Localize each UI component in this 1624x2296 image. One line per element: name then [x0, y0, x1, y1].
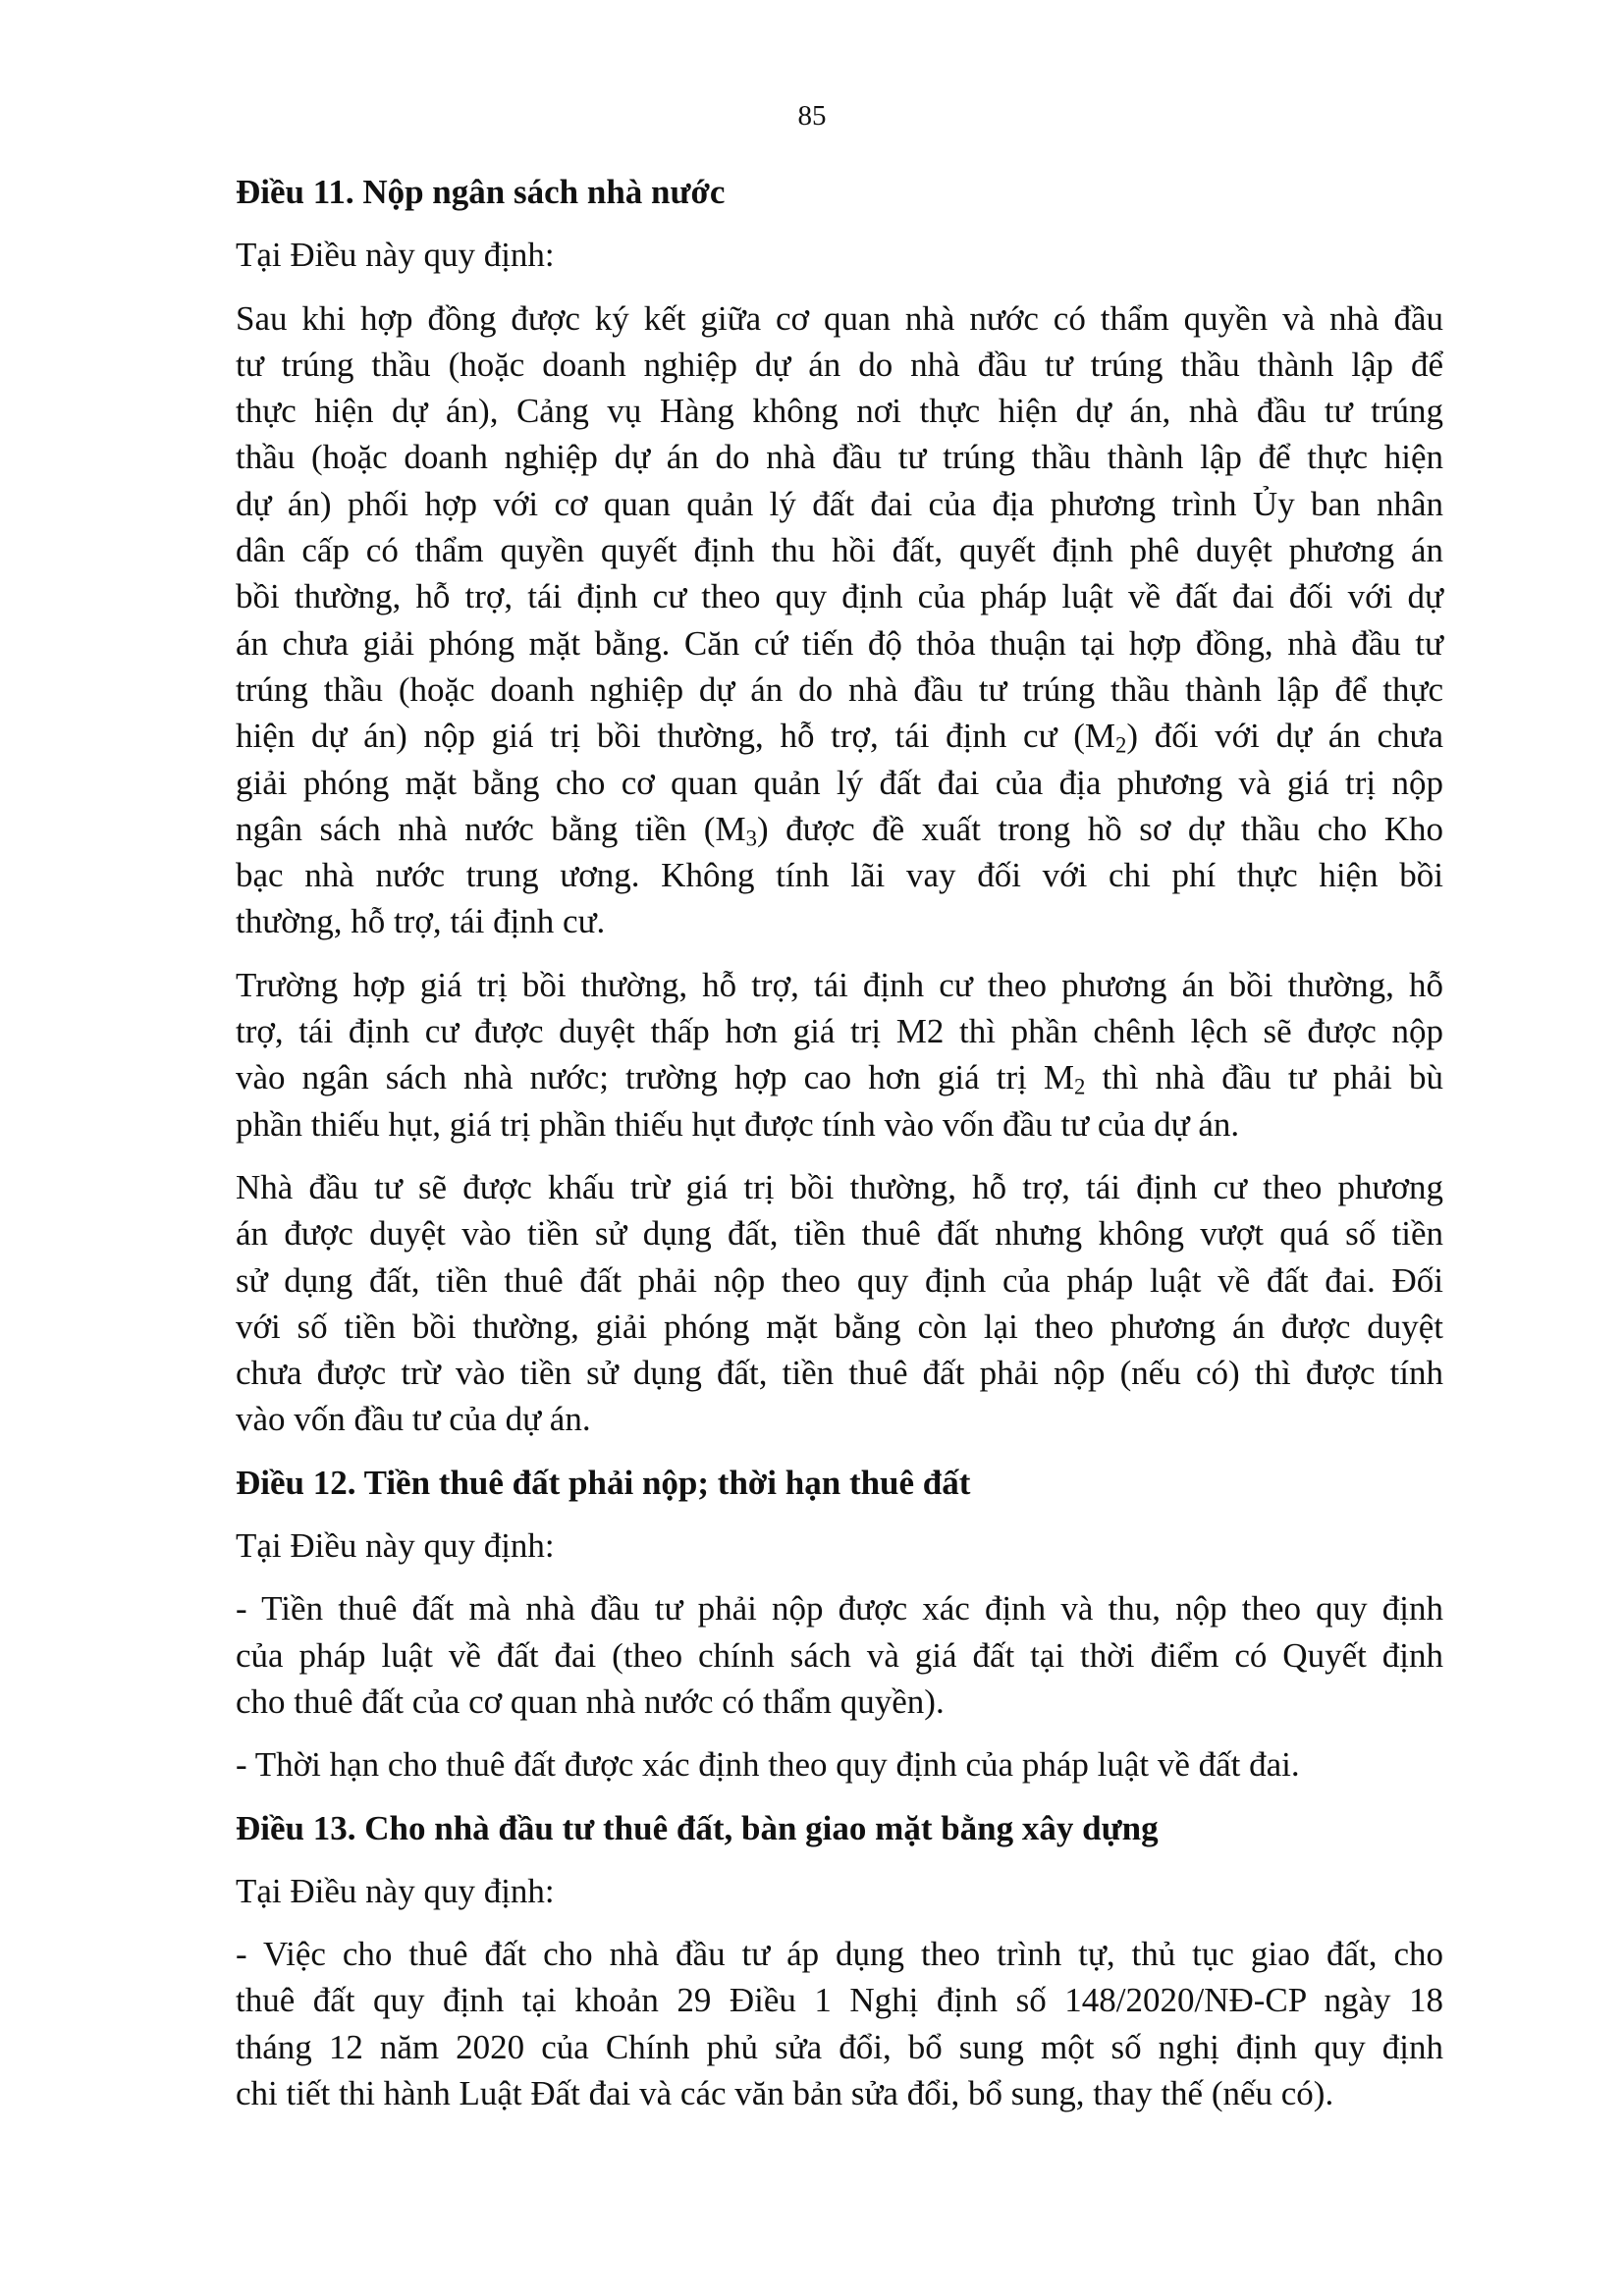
article-12-heading: Điều 12. Tiền thuê đất phải nộp; thời hạn thuê đất: [236, 1463, 971, 1502]
article-13-heading: Điều 13. Cho nhà đầu tư thuê đất, bàn giao mặt bằng xây dựng: [236, 1808, 1159, 1847]
text-segment: hiện dự án) nộp giá trị bồi thường, hỗ trợ, tái định cư (M: [236, 717, 1116, 756]
article-13-paragraph-1: [236, 1931, 1443, 2116]
text-line: án được duyệt vào tiền sử dụng đất, tiền thuê đất nhưng không vượt quá số tiền: [236, 1214, 1443, 1254]
text-line: Nhà đầu tư sẽ được khấu trừ giá trị bồi thường, hỗ trợ, tái định cư theo phương: [236, 1167, 1443, 1206]
page-number: 85: [797, 100, 827, 132]
text-segment: ) đối với dự án chưa: [1126, 717, 1443, 756]
text-line: chưa được trừ vào tiền sử dụng đất, tiền thuê đất phải nộp (nếu có) thì được tính: [236, 1354, 1443, 1393]
article-11-heading: Điều 11. Nộp ngân sách nhà nước: [236, 173, 726, 211]
text-line: thuê đất quy định tại khoản 29 Điều 1 Nghị định số 148/2020/NĐ-CP ngày 18: [236, 1981, 1443, 2020]
text-line: - Tiền thuê đất mà nhà đầu tư phải nộp được xác định và thu, nộp theo quy định: [236, 1589, 1443, 1629]
article-11-intro: Tại Điều này quy định:: [236, 236, 555, 275]
article-12-paragraph-2: [236, 1741, 1443, 1788]
text-line: cho thuê đất của cơ quan nhà nước có thẩm quyền).: [236, 1682, 945, 1721]
text-line: tư trúng thầu (hoặc doanh nghiệp dự án do nhà đầu tư trúng thầu thành lập để: [236, 345, 1443, 384]
subscript: 3: [745, 826, 757, 851]
text-line: Trường hợp giá trị bồi thường, hỗ trợ, tái định cư theo phương án bồi thường, hỗ: [236, 965, 1443, 1004]
text-line: thực hiện dự án), Cảng vụ Hàng không nơi thực hiện dự án, nhà đầu tư trúng: [236, 392, 1443, 431]
document-body: [236, 169, 1443, 2133]
text-line: - Việc cho thuê đất cho nhà đầu tư áp dụng theo trình tự, thủ tục giao đất, cho: [236, 1935, 1443, 1974]
article-11-paragraph-1: [236, 295, 1443, 945]
text-line: [236, 806, 1443, 852]
text-line: giải phóng mặt bằng cho cơ quan quản lý đất đai của địa phương và giá trị nộp: [236, 763, 1443, 802]
text-line: Sau khi hợp đồng được ký kết giữa cơ quan nhà nước có thẩm quyền và nhà đầu: [236, 298, 1443, 338]
text-segment: ngân sách nhà nước bằng tiền (M: [236, 809, 746, 848]
text-line: án chưa giải phóng mặt bằng. Căn cứ tiến độ thỏa thuận tại hợp đồng, nhà đầu tư: [236, 623, 1443, 663]
text-line: của pháp luật về đất đai (theo chính sách và giá đất tại thời điểm có Quyết định: [236, 1635, 1443, 1675]
article-11-paragraph-2: [236, 962, 1443, 1148]
subscript: 2: [1115, 732, 1127, 758]
text-segment: ) được đề xuất trong hồ sơ dự thầu cho Kho: [756, 809, 1443, 848]
subscript: 2: [1074, 1075, 1086, 1100]
article-12-paragraph-1: [236, 1585, 1443, 1725]
text-line: chi tiết thi hành Luật Đất đai và các văn bản sửa đổi, bổ sung, thay thế (nếu có).: [236, 2073, 1334, 2112]
text-line: phần thiếu hụt, giá trị phần thiếu hụt được tính vào vốn đầu tư của dự án.: [236, 1104, 1240, 1144]
text-line: trúng thầu (hoặc doanh nghiệp dự án do nhà đầu tư trúng thầu thành lập để thực: [236, 669, 1443, 709]
text-line: trợ, tái định cư được duyệt thấp hơn giá trị M2 thì phần chênh lệch sẽ được nộp: [236, 1012, 1443, 1051]
text-segment: thì nhà đầu tư phải bù: [1085, 1058, 1443, 1097]
text-line: vào vốn đầu tư của dự án.: [236, 1400, 591, 1439]
text-line: [236, 713, 1443, 759]
text-segment: vào ngân sách nhà nước; trường hợp cao hơn giá trị M: [236, 1058, 1075, 1097]
article-13-intro: Tại Điều này quy định:: [236, 1871, 555, 1910]
article-11-paragraph-3: [236, 1164, 1443, 1443]
article-12-intro: Tại Điều này quy định:: [236, 1526, 555, 1566]
text-line: dân cấp có thẩm quyền quyết định thu hồi đất, quyết định phê duyệt phương án: [236, 531, 1443, 570]
text-line: dự án) phối hợp với cơ quan quản lý đất đai của địa phương trình Ủy ban nhân: [236, 484, 1443, 523]
text-line: thường, hỗ trợ, tái định cư.: [236, 902, 606, 941]
text-line: - Thời hạn cho thuê đất được xác định theo quy định của pháp luật về đất đai.: [236, 1745, 1300, 1785]
text-line: [236, 1054, 1443, 1100]
text-line: với số tiền bồi thường, giải phóng mặt bằng còn lại theo phương án được duyệt: [236, 1307, 1443, 1346]
text-line: thầu (hoặc doanh nghiệp dự án do nhà đầu tư trúng thầu thành lập để thực hiện: [236, 438, 1443, 477]
text-line: bồi thường, hỗ trợ, tái định cư theo quy định của pháp luật về đất đai đối với dự: [236, 577, 1443, 616]
text-line: bạc nhà nước trung ương. Không tính lãi vay đối với chi phí thực hiện bồi: [236, 856, 1443, 895]
text-line: sử dụng đất, tiền thuê đất phải nộp theo quy định của pháp luật về đất đai. Đối: [236, 1260, 1443, 1300]
text-line: tháng 12 năm 2020 của Chính phủ sửa đổi, bổ sung một số nghị định quy định: [236, 2027, 1443, 2066]
